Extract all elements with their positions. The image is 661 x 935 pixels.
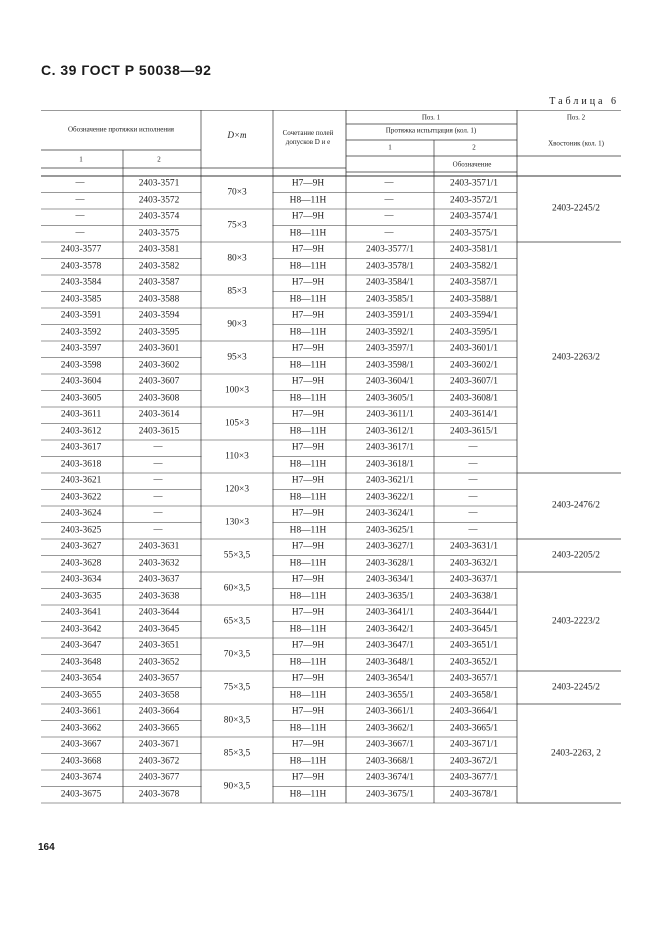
cell-broach-2: 2403-3632/1 <box>450 558 498 569</box>
cell-tolerance: H7—9H <box>291 739 325 750</box>
cell-broach-1: 2403-3642/1 <box>366 624 414 635</box>
header-broach: Протяжка испытцация (кол. 1) <box>385 126 477 135</box>
cell-designation-2: 2403-3651 <box>138 640 180 651</box>
header-tolerance: Сочетание полей допусков D и e <box>282 128 334 146</box>
cell-dxm: 65×3,5 <box>223 615 251 626</box>
cell-designation-2: 2403-3608 <box>138 393 180 404</box>
cell-broach-1: 2403-3655/1 <box>366 690 414 701</box>
cell-broach-1-dash <box>384 209 395 220</box>
cell-broach-1: — <box>384 193 394 204</box>
cell-designation-1: — <box>75 176 85 187</box>
cell-broach-2: — <box>468 506 478 517</box>
cell-dxm: 85×3,5 <box>223 747 251 758</box>
cell-designation-2-dash <box>153 457 164 468</box>
cell-tolerance: H7—9H <box>291 475 325 486</box>
cell-broach-2: 2403-3652/1 <box>450 657 498 668</box>
cell-broach-2: 2403-3615/1 <box>450 426 498 437</box>
cell-tolerance: H7—9H <box>291 277 325 288</box>
cell-designation-1: — <box>75 209 85 220</box>
cell-designation-1: 2403-3585 <box>60 294 102 305</box>
cell-broach-2: 2403-3664/1 <box>450 706 498 717</box>
cell-tolerance: H8—11H <box>289 624 327 635</box>
cell-shank: 2403-2223/2 <box>552 615 600 626</box>
cell-broach-2: 2403-3644/1 <box>450 607 498 618</box>
cell-tolerance: H8—11H <box>289 426 327 437</box>
cell-broach-2: 2403-3601/1 <box>450 343 498 354</box>
cell-designation-2: 2403-3678 <box>138 789 180 800</box>
cell-designation-2: 2403-3631 <box>138 541 180 552</box>
cell-broach-2: 2403-3665/1 <box>450 723 498 734</box>
cell-broach-1: 2403-3668/1 <box>366 756 414 767</box>
cell-tolerance: H7—9H <box>291 442 325 453</box>
cell-broach-1: 2403-3654/1 <box>366 673 414 684</box>
cell-designation-1: 2403-3612 <box>60 426 102 437</box>
cell-designation-2: 2403-3614 <box>138 409 180 420</box>
cell-broach-1: — <box>384 176 394 187</box>
cell-designation-1: 2403-3674 <box>60 772 102 783</box>
cell-tolerance: H7—9H <box>291 673 325 684</box>
cell-designation-2: — <box>153 490 163 501</box>
cell-tolerance: H8—11H <box>289 459 327 470</box>
cell-broach-2: 2403-3631/1 <box>450 541 498 552</box>
cell-tolerance: H7—9H <box>291 343 325 354</box>
cell-tolerance: H8—11H <box>289 294 327 305</box>
document-header: С. 39 ГОСТ Р 50038—92 <box>41 62 212 78</box>
cell-designation-1: — <box>75 226 85 237</box>
cell-broach-2: — <box>468 440 478 451</box>
cell-designation-2: 2403-3657 <box>138 673 180 684</box>
cell-designation-2: 2403-3677 <box>138 772 180 783</box>
header-pos1: Поз. 1 <box>421 113 441 122</box>
cell-broach-1: 2403-3584/1 <box>366 277 414 288</box>
cell-broach-1: 2403-3612/1 <box>366 426 414 437</box>
cell-broach-2: 2403-3645/1 <box>450 624 498 635</box>
cell-broach-2: 2403-3581/1 <box>450 244 498 255</box>
cell-broach-1: 2403-3604/1 <box>366 376 414 387</box>
cell-dxm: 100×3 <box>224 384 250 395</box>
cell-tolerance: H7—9H <box>291 409 325 420</box>
cell-broach-1: 2403-3597/1 <box>366 343 414 354</box>
cell-tolerance: H8—11H <box>289 261 327 272</box>
cell-designation-1-dash <box>75 209 86 220</box>
cell-broach-2: 2403-3602/1 <box>450 360 498 371</box>
cell-designation-1: 2403-3577 <box>60 244 102 255</box>
cell-broach-2: 2403-3651/1 <box>450 640 498 651</box>
cell-designation-2: — <box>153 523 163 534</box>
cell-tolerance: H8—11H <box>289 228 327 239</box>
cell-designation-2: — <box>153 506 163 517</box>
cell-broach-1: 2403-3627/1 <box>366 541 414 552</box>
cell-broach-2-dash <box>468 473 479 484</box>
cell-tolerance: H8—11H <box>289 393 327 404</box>
cell-broach-2-dash <box>468 490 479 501</box>
cell-dxm: 75×3,5 <box>223 681 251 692</box>
cell-broach-1: 2403-3667/1 <box>366 739 414 750</box>
cell-broach-2-dash <box>468 457 479 468</box>
cell-broach-2-dash <box>468 523 479 534</box>
cell-designation-1: 2403-3598 <box>60 360 102 371</box>
cell-designation-2: 2403-3575 <box>138 228 180 239</box>
cell-broach-2: 2403-3595/1 <box>450 327 498 338</box>
cell-tolerance: H8—11H <box>289 525 327 536</box>
cell-designation-2: — <box>153 440 163 451</box>
cell-broach-2: 2403-3671/1 <box>450 739 498 750</box>
cell-designation-1: 2403-3611 <box>60 409 102 420</box>
cell-broach-2: 2403-3574/1 <box>450 211 498 222</box>
cell-dxm: 70×3,5 <box>223 648 251 659</box>
cell-tolerance: H7—9H <box>291 607 325 618</box>
cell-designation-1: 2403-3668 <box>60 756 102 767</box>
cell-designation-1: 2403-3617 <box>60 442 102 453</box>
header-sub2: 2 <box>472 143 476 152</box>
cell-shank: 2403-2245/2 <box>552 203 600 214</box>
cell-designation-1: 2403-3634 <box>60 574 102 585</box>
cell-designation-1-dash <box>75 176 86 187</box>
cell-designation-1: 2403-3604 <box>60 376 102 387</box>
cell-broach-2: 2403-3575/1 <box>450 228 498 239</box>
cell-designation-1: 2403-3621 <box>60 475 102 486</box>
cell-designation-2: 2403-3571 <box>138 178 180 189</box>
cell-tolerance: H7—9H <box>291 211 325 222</box>
cell-designation-2: 2403-3594 <box>138 310 180 321</box>
cell-dxm: 130×3 <box>224 516 250 527</box>
cell-designation-2-dash <box>153 473 164 484</box>
cell-tolerance: H8—11H <box>289 360 327 371</box>
cell-shank: 2403-2245/2 <box>552 681 600 692</box>
cell-designation-1-dash <box>75 226 86 237</box>
cell-designation-1: 2403-3605 <box>60 393 102 404</box>
cell-designation-2: 2403-3637 <box>138 574 180 585</box>
cell-designation-2-dash <box>153 490 164 501</box>
cell-tolerance: H7—9H <box>291 178 325 189</box>
cell-designation-1: 2403-3584 <box>60 277 102 288</box>
cell-broach-1: 2403-3591/1 <box>366 310 414 321</box>
cell-designation-1: 2403-3635 <box>60 591 102 602</box>
cell-broach-1: — <box>384 226 394 237</box>
cell-broach-1: 2403-3617/1 <box>366 442 414 453</box>
cell-designation-2: 2403-3588 <box>138 294 180 305</box>
cell-designation-1-dash <box>75 193 86 204</box>
cell-designation-1: 2403-3654 <box>60 673 102 684</box>
cell-designation-2: 2403-3638 <box>138 591 180 602</box>
cell-designation-2: 2403-3601 <box>138 343 180 354</box>
cell-designation-2: 2403-3632 <box>138 558 180 569</box>
cell-broach-1: 2403-3618/1 <box>366 459 414 470</box>
cell-designation-2: 2403-3652 <box>138 657 180 668</box>
cell-broach-1: 2403-3605/1 <box>366 393 414 404</box>
cell-broach-1: 2403-3647/1 <box>366 640 414 651</box>
cell-dxm: 90×3,5 <box>223 780 251 791</box>
broach-table <box>41 110 621 810</box>
cell-designation-2-dash <box>153 523 164 534</box>
cell-designation-1: 2403-3624 <box>60 508 102 519</box>
cell-designation-2: 2403-3645 <box>138 624 180 635</box>
cell-broach-1: 2403-3674/1 <box>366 772 414 783</box>
cell-designation-2: — <box>153 473 163 484</box>
cell-designation-1: 2403-3648 <box>60 657 102 668</box>
header-designation-sub: Обозначение <box>452 160 492 169</box>
cell-dxm: 120×3 <box>224 483 250 494</box>
cell-broach-1: 2403-3598/1 <box>366 360 414 371</box>
table-label: Таблица 6 <box>549 96 619 107</box>
cell-broach-1: 2403-3635/1 <box>366 591 414 602</box>
cell-tolerance: H7—9H <box>291 310 325 321</box>
cell-shank: 2403-2205/2 <box>552 549 600 560</box>
cell-broach-2-dash <box>468 440 479 451</box>
cell-designation-2: 2403-3581 <box>138 244 180 255</box>
cell-dxm: 105×3 <box>224 417 250 428</box>
cell-designation-1: 2403-3578 <box>60 261 102 272</box>
cell-designation-1: 2403-3641 <box>60 607 102 618</box>
cell-broach-2: 2403-3672/1 <box>450 756 498 767</box>
cell-designation-2: 2403-3671 <box>138 739 180 750</box>
cell-broach-1: 2403-3634/1 <box>366 574 414 585</box>
cell-broach-2: 2403-3638/1 <box>450 591 498 602</box>
cell-broach-2: — <box>468 473 478 484</box>
cell-dxm: 55×3,5 <box>223 549 251 560</box>
cell-broach-2-dash <box>468 506 479 517</box>
cell-broach-2: 2403-3677/1 <box>450 772 498 783</box>
cell-tolerance: H8—11H <box>289 723 327 734</box>
cell-designation-2: 2403-3602 <box>138 360 180 371</box>
header-col2: 2 <box>157 155 161 164</box>
cell-tolerance: H8—11H <box>289 327 327 338</box>
cell-designation-1: 2403-3642 <box>60 624 102 635</box>
cell-broach-1: 2403-3662/1 <box>366 723 414 734</box>
cell-shank: 2403-2476/2 <box>552 500 600 511</box>
cell-dxm: 80×3 <box>227 252 247 263</box>
header-dxm: D×m <box>227 130 247 141</box>
cell-broach-2: 2403-3572/1 <box>450 195 498 206</box>
cell-broach-1: 2403-3592/1 <box>366 327 414 338</box>
cell-broach-1: 2403-3622/1 <box>366 492 414 503</box>
cell-designation-2: 2403-3607 <box>138 376 180 387</box>
cell-designation-1: 2403-3662 <box>60 723 102 734</box>
cell-dxm: 110×3 <box>225 450 249 461</box>
cell-designation-1: 2403-3592 <box>60 327 102 338</box>
cell-designation-1: 2403-3622 <box>60 492 102 503</box>
cell-dxm: 60×3,5 <box>223 582 251 593</box>
cell-broach-2: — <box>468 457 478 468</box>
cell-dxm: 70×3 <box>227 186 247 197</box>
cell-tolerance: H8—11H <box>289 756 327 767</box>
cell-broach-2: 2403-3658/1 <box>450 690 498 701</box>
cell-dxm: 80×3,5 <box>223 714 251 725</box>
table-grid <box>41 110 621 810</box>
cell-designation-1: 2403-3655 <box>60 690 102 701</box>
cell-broach-2: 2403-3637/1 <box>450 574 498 585</box>
cell-designation-2: 2403-3572 <box>138 195 180 206</box>
cell-shank: 2403-2263/2 <box>552 351 600 362</box>
cell-designation-2: 2403-3672 <box>138 756 180 767</box>
header-shank: Хвостоник (кол. 1) <box>548 139 604 148</box>
cell-tolerance: H7—9H <box>291 508 325 519</box>
cell-broach-1: 2403-3648/1 <box>366 657 414 668</box>
cell-broach-1-dash <box>384 226 395 237</box>
cell-broach-1: 2403-3585/1 <box>366 294 414 305</box>
cell-tolerance: H7—9H <box>291 376 325 387</box>
cell-broach-2: 2403-3614/1 <box>450 409 498 420</box>
cell-designation-1: 2403-3591 <box>60 310 102 321</box>
cell-designation-1: 2403-3628 <box>60 558 102 569</box>
cell-designation-2: 2403-3582 <box>138 261 180 272</box>
cell-designation-2-dash <box>153 506 164 517</box>
cell-broach-2: 2403-3588/1 <box>450 294 498 305</box>
cell-dxm: 75×3 <box>227 219 247 230</box>
cell-designation-2: 2403-3587 <box>138 277 180 288</box>
cell-broach-2: 2403-3607/1 <box>450 376 498 387</box>
cell-tolerance: H7—9H <box>291 640 325 651</box>
cell-broach-1: 2403-3625/1 <box>366 525 414 536</box>
cell-broach-1: 2403-3577/1 <box>366 244 414 255</box>
cell-broach-1: 2403-3641/1 <box>366 607 414 618</box>
cell-shank: 2403-2263, 2 <box>551 747 601 758</box>
cell-designation-2: 2403-3658 <box>138 690 180 701</box>
cell-tolerance: H7—9H <box>291 772 325 783</box>
cell-tolerance: H8—11H <box>289 558 327 569</box>
cell-broach-2: 2403-3594/1 <box>450 310 498 321</box>
header-sub1: 1 <box>388 143 392 152</box>
header-designation: Обозначение протяжки исполнения <box>67 125 175 134</box>
cell-tolerance: H8—11H <box>289 492 327 503</box>
page-number: 164 <box>38 842 55 853</box>
cell-tolerance: H8—11H <box>289 195 327 206</box>
cell-tolerance: H8—11H <box>289 789 327 800</box>
cell-designation-2: 2403-3644 <box>138 607 180 618</box>
header-col1: 1 <box>79 155 83 164</box>
cell-designation-1: 2403-3618 <box>60 459 102 470</box>
cell-tolerance: H7—9H <box>291 244 325 255</box>
cell-designation-1: 2403-3597 <box>60 343 102 354</box>
cell-broach-2: 2403-3608/1 <box>450 393 498 404</box>
cell-broach-1: 2403-3621/1 <box>366 475 414 486</box>
cell-designation-2: 2403-3665 <box>138 723 180 734</box>
cell-designation-2: 2403-3664 <box>138 706 180 717</box>
cell-dxm: 85×3 <box>227 285 247 296</box>
cell-designation-2: — <box>153 457 163 468</box>
cell-broach-2: 2403-3678/1 <box>450 789 498 800</box>
cell-broach-2: — <box>468 490 478 501</box>
cell-dxm: 95×3 <box>227 351 247 362</box>
cell-broach-2: 2403-3582/1 <box>450 261 498 272</box>
cell-tolerance: H7—9H <box>291 574 325 585</box>
cell-dxm: 90×3 <box>227 318 247 329</box>
cell-designation-1: 2403-3625 <box>60 525 102 536</box>
cell-tolerance: H8—11H <box>289 690 327 701</box>
cell-broach-2: 2403-3571/1 <box>450 178 498 189</box>
cell-designation-1: 2403-3667 <box>60 739 102 750</box>
cell-designation-1: 2403-3675 <box>60 789 102 800</box>
cell-designation-2: 2403-3574 <box>138 211 180 222</box>
cell-broach-1: 2403-3624/1 <box>366 508 414 519</box>
cell-designation-2-dash <box>153 440 164 451</box>
cell-broach-2: — <box>468 523 478 534</box>
cell-broach-2: 2403-3657/1 <box>450 673 498 684</box>
cell-designation-2: 2403-3615 <box>138 426 180 437</box>
cell-broach-1: — <box>384 209 394 220</box>
cell-broach-1: 2403-3675/1 <box>366 789 414 800</box>
cell-designation-1: — <box>75 193 85 204</box>
cell-designation-1: 2403-3661 <box>60 706 102 717</box>
cell-tolerance: H8—11H <box>289 591 327 602</box>
cell-broach-1-dash <box>384 193 395 204</box>
cell-designation-2: 2403-3595 <box>138 327 180 338</box>
cell-broach-1: 2403-3628/1 <box>366 558 414 569</box>
cell-designation-1: 2403-3627 <box>60 541 102 552</box>
cell-tolerance: H8—11H <box>289 657 327 668</box>
cell-tolerance: H7—9H <box>291 706 325 717</box>
cell-broach-1: 2403-3661/1 <box>366 706 414 717</box>
cell-broach-1: 2403-3578/1 <box>366 261 414 272</box>
cell-broach-1-dash <box>384 176 395 187</box>
cell-tolerance: H7—9H <box>291 541 325 552</box>
header-pos2: Поз. 2 <box>566 113 586 122</box>
cell-designation-1: 2403-3647 <box>60 640 102 651</box>
cell-broach-1: 2403-3611/1 <box>366 409 414 420</box>
cell-broach-2: 2403-3587/1 <box>450 277 498 288</box>
